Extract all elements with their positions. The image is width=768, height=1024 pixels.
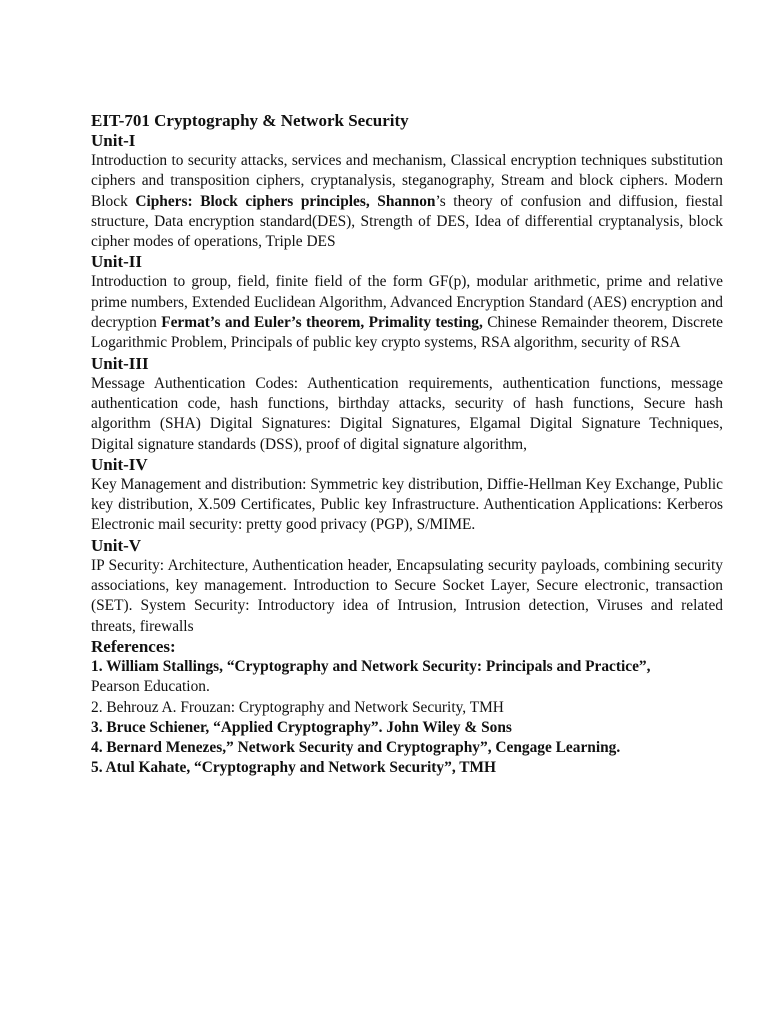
unit-body	[91, 151, 723, 252]
unit-text: Introduction to security attacks, services and mechanism, Classical encryption techniques substitution ciphers and transposition ciphers, cryptanalysis, steganography, Stream and block ciphers. Modern Block	[91, 152, 723, 210]
reference-item: 1. William Stallings, “Cryptography and Network Security: Principals and Practice”,	[91, 657, 651, 675]
unit-heading: Unit-II	[91, 252, 143, 272]
reference-item: 5. Atul Kahate, “Cryptography and Network Security”, TMH	[91, 759, 497, 777]
unit-text-bold: Ciphers: Block ciphers principles, Shannon	[135, 192, 436, 210]
document-title: EIT-701 Cryptography & Network Security	[91, 111, 409, 130]
unit-text: Introduction to group, field, finite field of the form GF(p), modular arithmetic, prime and relative prime numbers, Extended Euclidean Algorithm, Advanced Encryption Standard (AES) encryption and decryption	[91, 273, 723, 332]
unit-section	[91, 252, 723, 353]
unit-text: Key Management and distribution: Symmetric key distribution, Diffie-Hellman Key Exchange, Public key distribution, X.509 Certificates, Public key Infrastructure. Authentication Applications: Kerberos Electronic mail security: pretty good privacy (PGP), S/MIME.	[91, 475, 723, 534]
unit-heading: Unit-IV	[91, 454, 148, 474]
unit-heading: Unit-III	[91, 353, 149, 373]
unit-body	[91, 475, 723, 536]
reference-item-continuation: Pearson Education.	[91, 678, 210, 696]
unit-section	[91, 455, 723, 536]
unit-heading: Unit-I	[91, 131, 136, 150]
unit-text: IP Security: Architecture, Authentication header, Encapsulating security payloads, combining security associations, key management. Introduction to Secure Socket Layer, Secure electronic, transaction (SET). System Security: Introductory idea of Intrusion, Intrusion detection, Viruses and related threats, firewalls	[91, 556, 723, 635]
unit-heading: Unit-V	[91, 535, 142, 555]
syllabus-page	[91, 110, 723, 779]
unit-section	[91, 354, 723, 455]
reference-item: 2. Behrouz A. Frouzan: Cryptography and Network Security, TMH	[91, 698, 504, 716]
unit-text: Message Authentication Codes: Authentication requirements, authentication functions, message authentication code, hash functions, birthday attacks, security of hash functions, Secure hash algorithm (SHA) Digital Signatures: Digital Signatures, Elgamal Digital Signature Techniques, Digital signature standards (DSS), proof of digital signature algorithm,	[91, 374, 723, 453]
unit-text: ’s theory of confusion and diffusion, fiestal structure, Data encryption standard(DES), Strength of DES, Idea of differential cryptanalysis, block cipher modes of operations, Triple DES	[91, 192, 723, 251]
reference-list	[91, 657, 723, 779]
unit-section	[91, 536, 723, 637]
unit-body	[91, 556, 723, 637]
unit-text: Chinese Remainder theorem, Discrete Logarithmic Problem, Principals of public key crypto systems, RSA algorithm, security of RSA	[91, 314, 724, 352]
unit-section	[91, 131, 723, 252]
unit-body	[91, 272, 723, 353]
reference-item: 3. Bruce Schiener, “Applied Cryptography”. John Wiley & Sons	[91, 718, 512, 736]
reference-item: 4. Bernard Menezes,” Network Security and Cryptography”, Cengage Learning.	[91, 739, 621, 757]
unit-body	[91, 374, 723, 455]
references-heading: References:	[91, 636, 176, 656]
references-section	[91, 637, 723, 779]
unit-text-bold: Fermat’s and Euler’s theorem, Primality testing,	[161, 314, 483, 332]
